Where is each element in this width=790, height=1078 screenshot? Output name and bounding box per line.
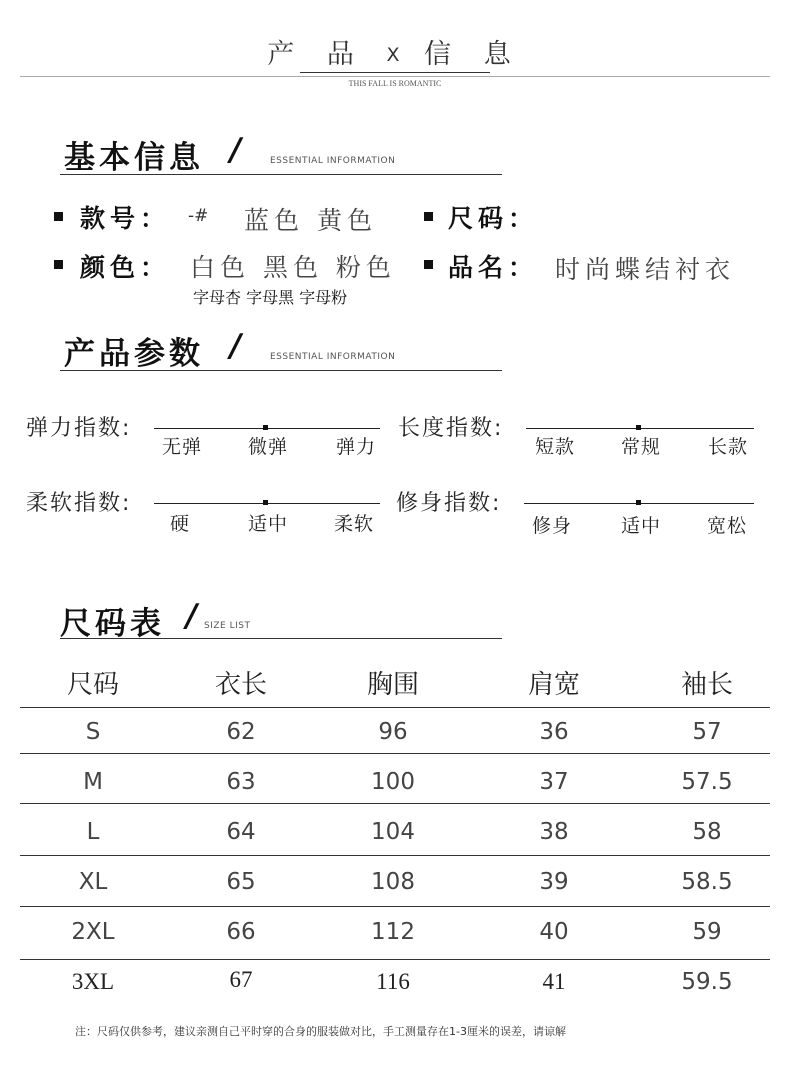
table-row-divider: [20, 959, 770, 960]
table-header-cell: 袖长: [680, 670, 733, 700]
softness-option: 适中: [248, 513, 289, 535]
table-cell: 2XL: [71, 919, 115, 945]
table-cell: 57.5: [681, 769, 733, 795]
table-cell: 58: [692, 819, 722, 845]
params-divider: [60, 370, 502, 371]
length-option: 常规: [621, 436, 662, 458]
color-extra-value: 字母杏 字母黑 字母粉: [193, 288, 348, 307]
table-cell: 66: [226, 919, 256, 945]
table-row-divider: [20, 803, 770, 804]
table-cell: 104: [371, 819, 415, 845]
basic-info-subheading: ESSENTIAL INFORMATION: [270, 156, 396, 166]
page-title-separator: X: [386, 44, 404, 66]
size-label: 尺码：: [448, 204, 539, 233]
softness-option: 柔软: [334, 513, 375, 535]
length-option: 短款: [535, 436, 576, 458]
style-number-label: 款号：: [80, 204, 171, 233]
length-label: 长度指数:: [398, 416, 504, 441]
table-cell: 108: [371, 869, 415, 895]
heading-slash: /: [230, 132, 242, 168]
fit-option: 适中: [621, 515, 662, 537]
table-header-cell: 尺码: [66, 670, 119, 700]
table-cell: 39: [539, 869, 569, 895]
table-cell: 3XL: [71, 969, 115, 994]
fit-marker: [636, 500, 641, 505]
color-label: 颜色：: [80, 253, 171, 282]
table-cell: 41: [542, 969, 566, 994]
table-cell: 96: [378, 719, 408, 745]
size-table-heading: 尺码表: [60, 606, 165, 642]
table-header-cell: 衣长: [214, 670, 267, 700]
table-cell: 67: [229, 967, 253, 992]
table-cell: 64: [226, 819, 256, 845]
fit-option: 修身: [532, 515, 573, 537]
table-cell: 40: [539, 919, 569, 945]
page-title-right: 信 息: [424, 39, 523, 70]
softness-label: 柔软指数:: [26, 491, 132, 516]
product-name-value: 时尚蝶结衬衣: [555, 255, 736, 284]
fit-option: 宽松: [707, 515, 748, 537]
table-cell: M: [83, 769, 103, 795]
bullet-icon: [54, 260, 63, 269]
heading-slash: /: [230, 328, 242, 364]
page-title: [0, 32, 790, 71]
length-marker: [636, 425, 641, 430]
table-row-divider: [20, 707, 770, 708]
page-subtitle: THIS FALL IS ROMANTIC: [348, 79, 442, 88]
table-cell: XL: [78, 869, 108, 895]
table-cell: 116: [376, 969, 410, 994]
elasticity-marker: [263, 425, 268, 430]
style-colors-value: 蓝色 黄色: [244, 206, 377, 235]
bullet-icon: [54, 212, 63, 221]
table-cell: 112: [371, 919, 415, 945]
size-table-divider: [60, 638, 502, 639]
elasticity-option: 弹力: [336, 436, 377, 458]
size-table-subheading: SIZE LIST: [204, 621, 251, 631]
product-name-label: 品名：: [448, 253, 539, 282]
bullet-icon: [424, 260, 433, 269]
title-underline: [300, 72, 490, 73]
elasticity-option: 微弹: [248, 436, 289, 458]
params-heading: 产品参数: [64, 336, 204, 372]
table-cell: 63: [226, 769, 256, 795]
page-title-left: 产 品: [267, 39, 366, 70]
table-cell: 59.5: [681, 969, 733, 995]
table-cell: S: [85, 719, 101, 745]
length-option: 长款: [708, 436, 749, 458]
table-cell: 100: [371, 769, 415, 795]
table-cell: 57: [692, 719, 722, 745]
bullet-icon: [424, 212, 433, 221]
elasticity-option: 无弹: [162, 436, 203, 458]
table-row-divider: [20, 906, 770, 907]
heading-slash: /: [186, 598, 198, 634]
table-cell: 62: [226, 719, 256, 745]
fit-label: 修身指数:: [396, 491, 502, 516]
style-number-value: -#: [188, 206, 209, 226]
table-cell: 59: [692, 919, 722, 945]
table-cell: 58.5: [681, 869, 733, 895]
color-value: 白色 黑色 粉色: [190, 253, 396, 282]
table-cell: 65: [226, 869, 256, 895]
table-cell: 38: [539, 819, 569, 845]
params-subheading: ESSENTIAL INFORMATION: [270, 352, 396, 362]
softness-option: 硬: [170, 513, 191, 535]
basic-info-divider: [60, 174, 502, 175]
table-row-divider: [20, 753, 770, 754]
table-cell: 36: [539, 719, 569, 745]
elasticity-label: 弹力指数:: [26, 416, 132, 441]
footnote: 注：尺码仅供参考，建议亲测自己平时穿的合身的服装做对比，手工测量存在1-3厘米的误差，请谅解: [75, 1025, 566, 1038]
table-header-cell: 肩宽: [527, 670, 580, 700]
table-cell: 37: [539, 769, 569, 795]
basic-info-heading: 基本信息: [64, 140, 204, 176]
table-row-divider: [20, 855, 770, 856]
table-cell: L: [86, 819, 100, 845]
table-header-cell: 胸围: [366, 670, 419, 700]
softness-marker: [263, 500, 268, 505]
header-divider: [20, 76, 770, 77]
